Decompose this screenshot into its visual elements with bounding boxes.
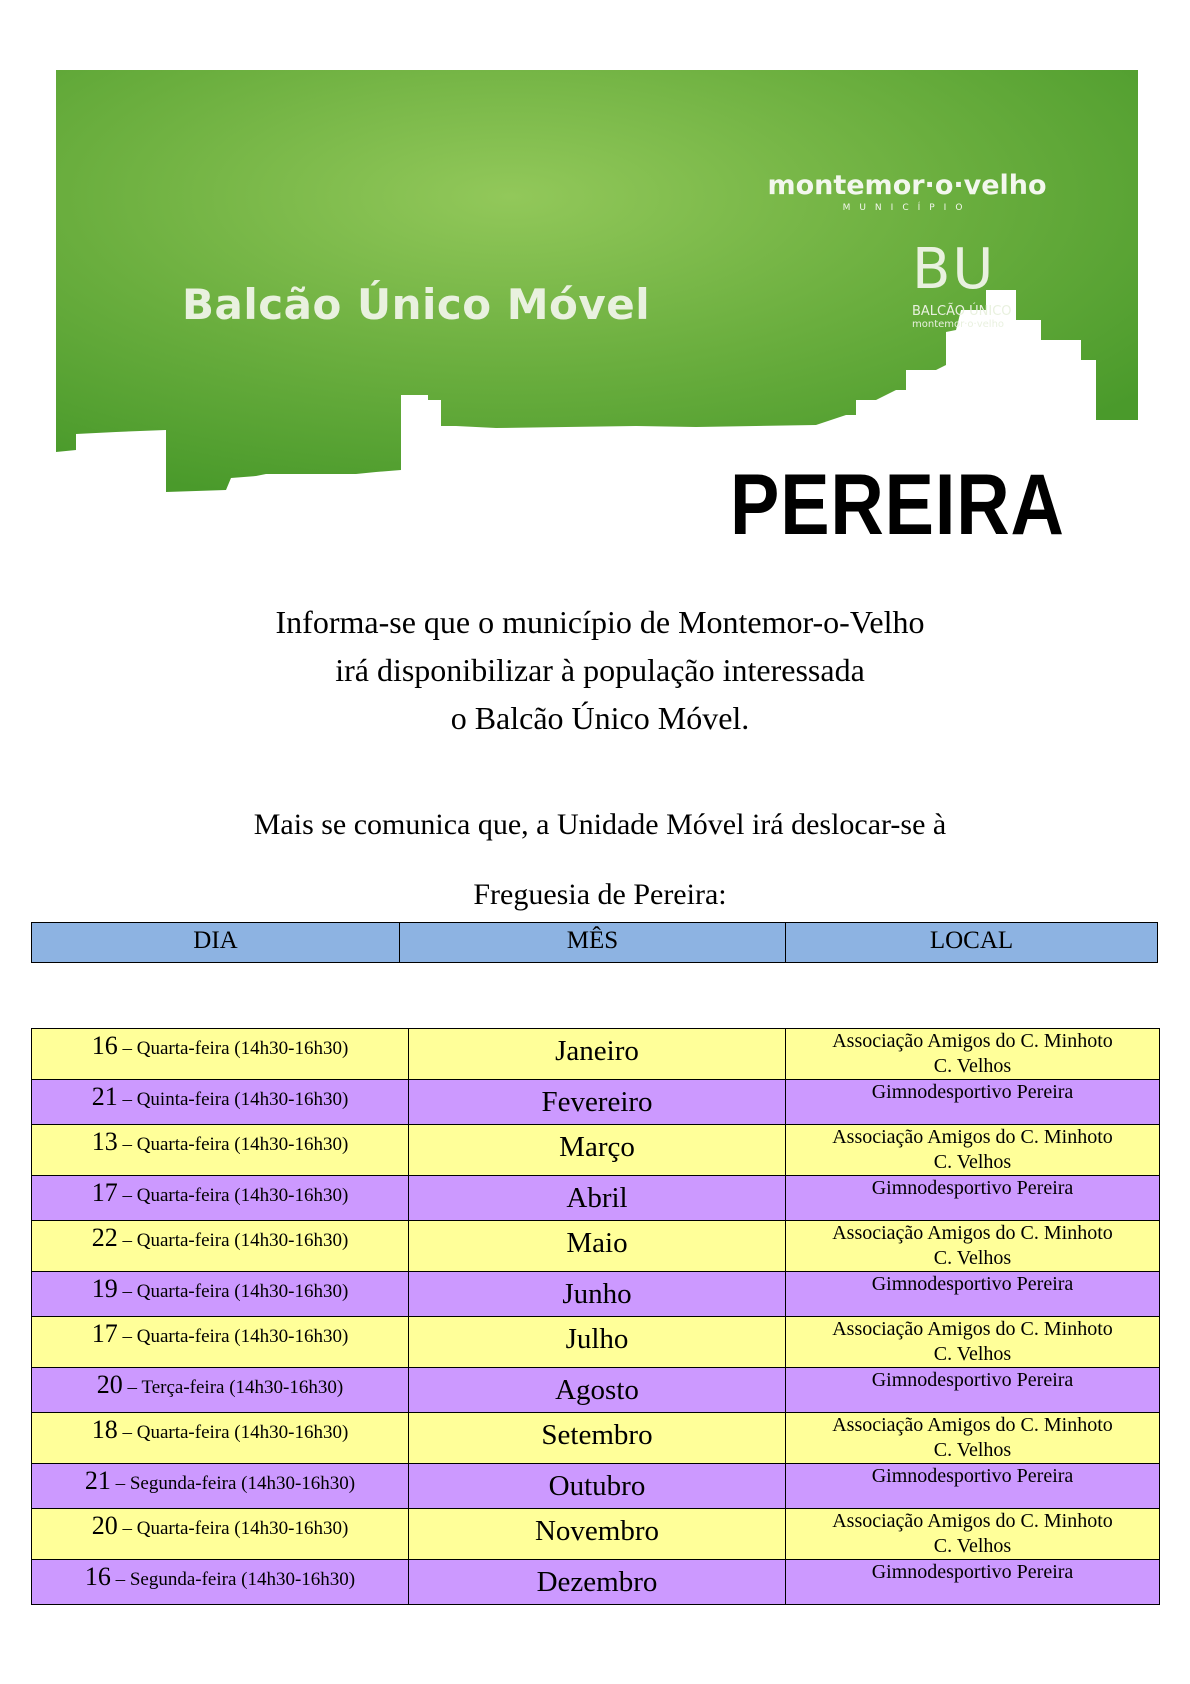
bu-logo — [912, 237, 1072, 330]
day-number: 18 — [91, 1415, 118, 1444]
location-cell — [786, 1509, 1160, 1560]
location-line: Gimnodesportivo Pereira — [871, 1561, 1074, 1583]
logo-sub: MUNICÍPIO — [842, 203, 972, 213]
header-local: LOCAL — [786, 923, 1158, 963]
table-row — [32, 1080, 1160, 1125]
day-cell — [32, 1221, 409, 1272]
location-line: Gimnodesportivo Pereira — [871, 1273, 1074, 1295]
day-number: 17 — [91, 1319, 118, 1348]
location-cell — [786, 1080, 1160, 1125]
day-cell — [32, 1176, 409, 1221]
location-line: Associação Amigos do C. Minhoto — [832, 1510, 1113, 1532]
table-row — [32, 1029, 1160, 1080]
location-line: C. Velhos — [933, 1439, 1012, 1461]
day-number: 20 — [96, 1370, 123, 1399]
location-cell — [786, 1413, 1160, 1464]
location-cell — [786, 1317, 1160, 1368]
logo-name: montemor·o·velho — [767, 170, 1047, 201]
day-cell — [32, 1560, 409, 1605]
bu-mark: BU — [912, 237, 996, 302]
month-cell: Março — [409, 1125, 786, 1176]
location-line: C. Velhos — [933, 1055, 1012, 1077]
location-cell — [786, 1221, 1160, 1272]
location-line: Gimnodesportivo Pereira — [871, 1081, 1074, 1103]
month-cell: Novembro — [409, 1509, 786, 1560]
table-row — [32, 1221, 1160, 1272]
day-cell — [32, 1413, 409, 1464]
intro-paragraph — [100, 598, 1100, 742]
location-line: C. Velhos — [933, 1535, 1012, 1557]
day-number: 22 — [91, 1223, 118, 1252]
table-row — [32, 1368, 1160, 1413]
day-number: 21 — [91, 1082, 118, 1111]
table-row — [32, 1176, 1160, 1221]
day-number: 20 — [91, 1511, 118, 1540]
day-cell — [32, 1125, 409, 1176]
location-line: Associação Amigos do C. Minhoto — [832, 1126, 1113, 1148]
day-label: – Quarta-feira (14h30-16h30) — [117, 1185, 349, 1206]
day-cell — [32, 1464, 409, 1509]
day-label: – Quarta-feira (14h30-16h30) — [117, 1134, 349, 1155]
month-cell: Abril — [409, 1176, 786, 1221]
location-cell — [786, 1464, 1160, 1509]
day-label: – Quarta-feira (14h30-16h30) — [117, 1518, 349, 1539]
location-line: Gimnodesportivo Pereira — [871, 1465, 1074, 1487]
bu-line1: BALCÃO ÚNICO — [912, 304, 1012, 319]
month-cell: Julho — [409, 1317, 786, 1368]
notice-line: Mais se comunica que, a Unidade Móvel irá deslocar-se à — [253, 808, 947, 841]
page-title: PEREIRA — [730, 457, 1065, 553]
location-line: C. Velhos — [933, 1247, 1012, 1269]
header-mes: MÊS — [400, 923, 786, 963]
intro-line: o Balcão Único Móvel. — [450, 700, 750, 736]
day-number: 13 — [91, 1127, 118, 1156]
day-label: – Segunda-feira (14h30-16h30) — [110, 1569, 356, 1590]
day-cell — [32, 1272, 409, 1317]
location-cell — [786, 1272, 1160, 1317]
month-cell: Outubro — [409, 1464, 786, 1509]
month-cell: Fevereiro — [409, 1080, 786, 1125]
location-line: C. Velhos — [933, 1151, 1012, 1173]
day-label: – Quarta-feira (14h30-16h30) — [117, 1038, 349, 1059]
location-cell — [786, 1560, 1160, 1605]
location-cell — [786, 1125, 1160, 1176]
month-cell: Setembro — [409, 1413, 786, 1464]
banner-title: Balcão Único Móvel — [182, 280, 651, 329]
location-line: Associação Amigos do C. Minhoto — [832, 1222, 1113, 1244]
notice-line: Freguesia de Pereira: — [473, 878, 727, 911]
day-label: – Quarta-feira (14h30-16h30) — [117, 1281, 349, 1302]
table-row — [32, 1413, 1160, 1464]
day-number: 19 — [91, 1274, 118, 1303]
day-cell — [32, 1509, 409, 1560]
location-line: Associação Amigos do C. Minhoto — [832, 1414, 1113, 1436]
intro-line: Informa-se que o município de Montemor-o-Velho — [275, 604, 925, 640]
month-cell: Dezembro — [409, 1560, 786, 1605]
day-number: 17 — [91, 1178, 118, 1207]
table-row — [32, 1560, 1160, 1605]
day-cell — [32, 1080, 409, 1125]
header-dia: DIA — [32, 923, 400, 963]
location-cell — [786, 1029, 1160, 1080]
bu-line2: montemor·o·velho — [912, 319, 1005, 330]
location-cell — [786, 1176, 1160, 1221]
day-label: – Quarta-feira (14h30-16h30) — [117, 1422, 349, 1443]
day-label: – Quarta-feira (14h30-16h30) — [117, 1230, 349, 1251]
day-label: – Terça-feira (14h30-16h30) — [122, 1377, 344, 1398]
day-label: – Quarta-feira (14h30-16h30) — [117, 1326, 349, 1347]
location-line: Associação Amigos do C. Minhoto — [832, 1030, 1113, 1052]
day-number: 21 — [84, 1466, 111, 1495]
location-line: Gimnodesportivo Pereira — [871, 1369, 1074, 1391]
location-line: C. Velhos — [933, 1343, 1012, 1365]
location-line: Gimnodesportivo Pereira — [871, 1177, 1074, 1199]
schedule-header — [31, 922, 1158, 963]
day-number: 16 — [91, 1031, 118, 1060]
notice-paragraph — [100, 790, 1100, 930]
intro-line: irá disponibilizar à população interessada — [335, 652, 865, 688]
table-row — [32, 1464, 1160, 1509]
location-cell — [786, 1368, 1160, 1413]
table-row — [32, 1509, 1160, 1560]
schedule-table — [31, 1028, 1160, 1605]
day-cell — [32, 1029, 409, 1080]
day-label: – Quinta-feira (14h30-16h30) — [117, 1089, 349, 1110]
month-cell: Junho — [409, 1272, 786, 1317]
table-row — [32, 1317, 1160, 1368]
day-cell — [32, 1317, 409, 1368]
location-line: Associação Amigos do C. Minhoto — [832, 1318, 1113, 1340]
day-label: – Segunda-feira (14h30-16h30) — [110, 1473, 356, 1494]
month-cell: Janeiro — [409, 1029, 786, 1080]
municipality-logo — [762, 170, 1052, 213]
table-row — [32, 1272, 1160, 1317]
day-cell — [32, 1368, 409, 1413]
month-cell: Agosto — [409, 1368, 786, 1413]
month-cell: Maio — [409, 1221, 786, 1272]
table-row — [32, 1125, 1160, 1176]
day-number: 16 — [84, 1562, 111, 1591]
